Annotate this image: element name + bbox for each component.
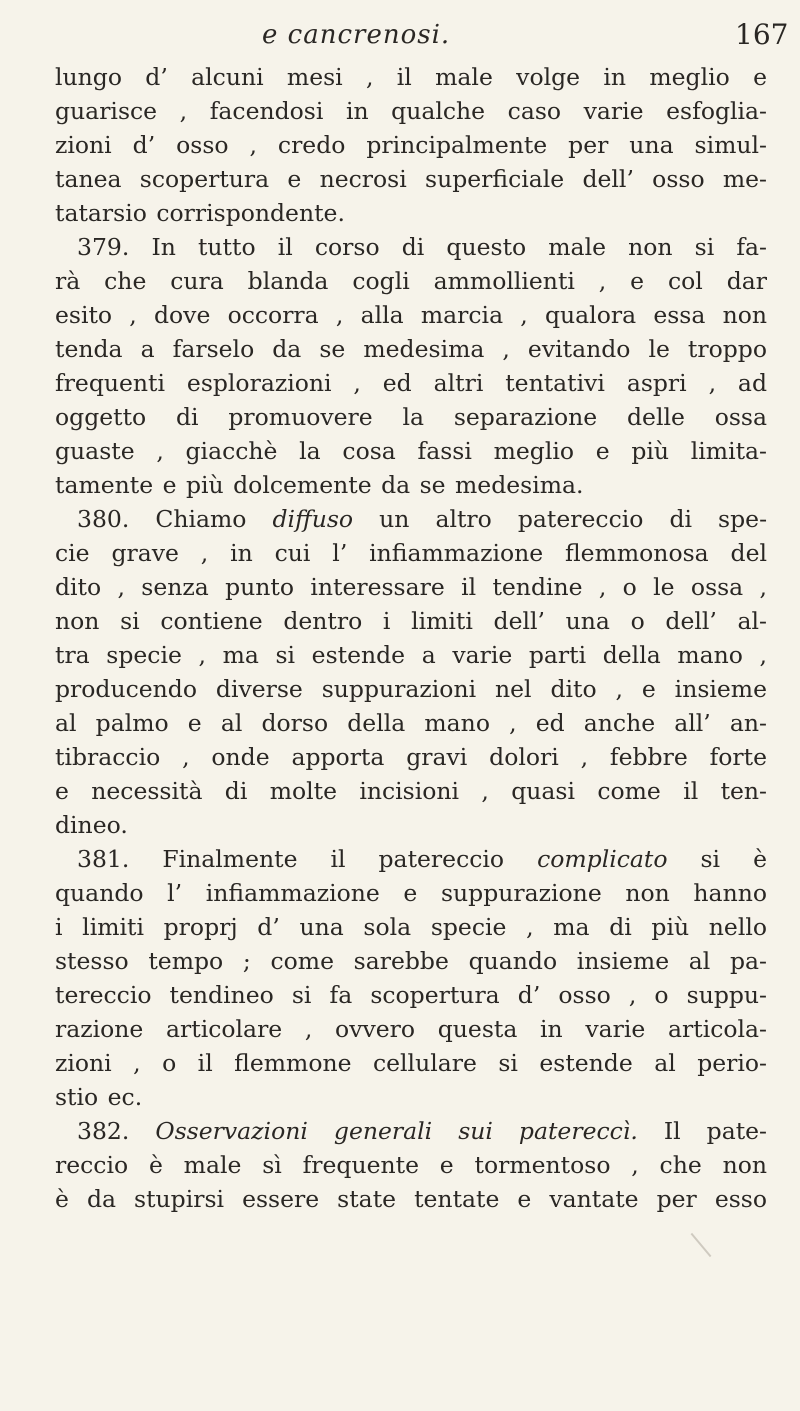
text-line: non si contiene dentro i limiti dell’ una o dell’ al-	[55, 607, 767, 635]
text-line: stesso tempo ; come sarebbe quando insieme al pa-	[55, 947, 767, 975]
text-line: zioni , o il flemmone cellulare si estende al perio-	[55, 1049, 767, 1077]
text-line: tibraccio , onde apporta gravi dolori , febbre forte	[55, 743, 767, 771]
text-line: lungo d’ alcuni mesi , il male volge in meglio e	[55, 63, 767, 91]
body-text	[55, 60, 767, 1216]
running-title: e cancrenosi.	[262, 20, 451, 50]
text-line: 382. Osservazioni generali sui patereccì. Il pate-	[77, 1117, 767, 1145]
text-line: guaste , giacchè la cosa fassi meglio e più limita-	[55, 437, 767, 465]
text-line: esito , dove occorra , alla marcia , qualora essa non	[55, 301, 767, 329]
text-line: tereccio tendineo si fa scopertura d’ osso , o suppu-	[55, 981, 767, 1009]
text-line: 379. In tutto il corso di questo male non si fa-	[77, 233, 767, 261]
text-line: 380. Chiamo diffuso un altro patereccio di spe-	[77, 505, 768, 533]
text-line: razione articolare , ovvero questa in varie articola-	[55, 1015, 767, 1043]
text-line: guarisce , facendosi in qualche caso varie esfoglia-	[55, 97, 767, 125]
text-line: oggetto di promuovere la separazione delle ossa	[55, 403, 767, 431]
text-line: producendo diverse suppurazioni nel dito , e insieme	[55, 675, 767, 703]
paper-mark	[691, 1233, 712, 1257]
text-line: stio ec.	[55, 1083, 143, 1111]
text-line: i limiti proprj d’ una sola specie , ma di più nello	[55, 913, 767, 941]
text-line: tenda a farselo da se medesima , evitando le troppo	[55, 335, 767, 363]
page-header	[0, 18, 800, 58]
text-line: rà che cura blanda cogli ammollienti , e col dar	[55, 267, 767, 295]
text-line: 381. Finalmente il patereccio complicato si è	[77, 845, 767, 873]
text-line: dito , senza punto interessare il tendine , o le ossa ,	[55, 573, 767, 601]
text-line: al palmo e al dorso della mano , ed anche all’ an-	[55, 709, 767, 737]
text-line: quando l’ infiammazione e suppurazione non hanno	[55, 879, 767, 907]
text-line: tatarsio corrispondente.	[55, 199, 345, 227]
text-line: e necessità di molte incisioni , quasi come il ten-	[55, 777, 767, 805]
text-line: tra specie , ma si estende a varie parti della mano ,	[55, 641, 767, 669]
page-number: 167	[735, 18, 789, 51]
text-line: cie grave , in cui l’ infiammazione flemmonosa del	[55, 539, 767, 567]
text-line: reccio è male sì frequente e tormentoso , che non	[55, 1151, 767, 1179]
text-line: frequenti esplorazioni , ed altri tentativi aspri , ad	[55, 369, 767, 397]
text-line: tamente e più dolcemente da se medesima.	[55, 471, 584, 499]
text-line: tanea scopertura e necrosi superficiale dell’ osso me-	[55, 165, 767, 193]
text-line: è da stupirsi essere state tentate e vantate per esso	[55, 1185, 767, 1213]
text-line: dineo.	[55, 811, 128, 839]
text-line: zioni d’ osso , credo principalmente per una simul-	[55, 131, 767, 159]
